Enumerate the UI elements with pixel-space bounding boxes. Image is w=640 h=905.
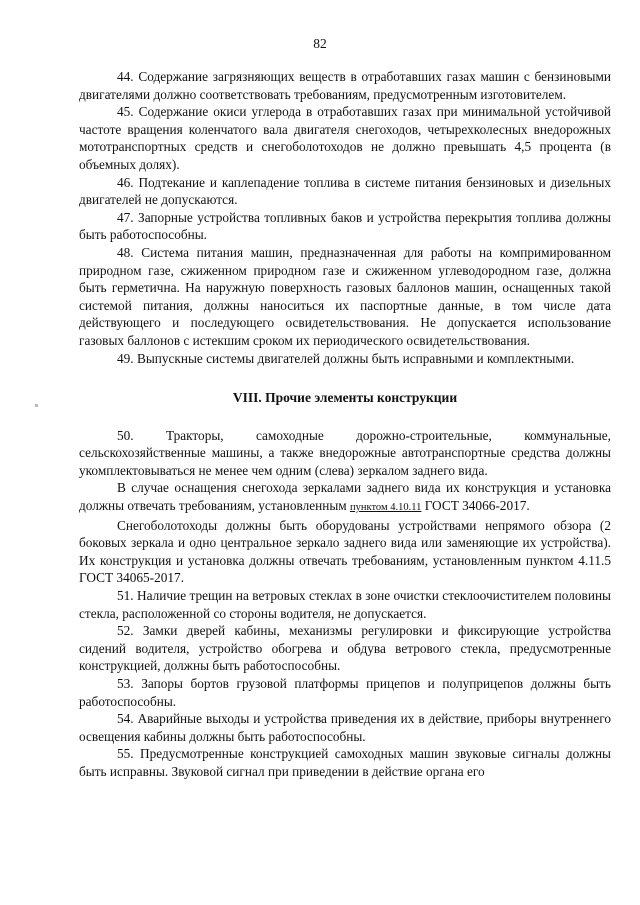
paragraph-50: 50. Тракторы, самоходные дорожно-строительные, коммунальные, сельскохозяйственные машины, а также внедорожные автотранспортные средства должны укомплектовываться не менее чем одним (слева) зеркалом заднего вида. <box>79 427 611 478</box>
paragraph-50-swamp-vehicles: Снегоболотоходы должны быть оборудованы устройствами непрямого обзора (2 боковых зеркала и одно центральное зеркало заднего вида или заменяющие их устройства). Их конструкция и установка должны отвечать требованиям, установленным пунктом 4.11.5 ГОСТ 34065-2017. <box>79 517 611 586</box>
page-number: 82 <box>313 36 327 51</box>
document-body <box>79 68 611 781</box>
gost-clause-link[interactable]: пунктом 4.10.11 <box>350 502 422 514</box>
paragraph-48: 48. Система питания машин, предназначенная для работы на компримированном природном газе, сжиженном природном газе и сжиженном углеводородном газе, должна быть герметична. На наружную поверхность газовых баллонов машин, оснащенных такой системой питания, должны наноситься их паспортные данные, в том числе дата действующего и последующего освидетельствования. Не допускается использование газовых баллонов с истекшим сроком их периодического освидетельствования. <box>79 244 611 348</box>
paragraph-49: 49. Выпускные системы двигателей должны быть исправными и комплектными. <box>117 350 575 366</box>
paragraph-52: 52. Замки дверей кабины, механизмы регулировки и фиксирующие устройства сидений водителя, устройство обогрева и обдува ветрового стекла, предусмотренные конструкцией, должны быть работоспособны. <box>79 623 611 674</box>
paragraph-50-snowmobile-mirrors <box>79 479 611 516</box>
paragraph-54: 54. Аварийные выходы и устройства приведения их в действие, приборы внутреннего освещения кабины должны быть работоспособны. <box>79 711 611 744</box>
paragraph-46: 46. Подтекание и каплепадение топлива в системе питания бензиновых и дизельных двигателей не допускаются. <box>79 174 611 208</box>
paragraph-44: 44. Содержание загрязняющих веществ в отработавших газах машин с бензиновыми двигателями должно соответствовать требованиям, предусмотренным изготовителем. <box>79 69 611 102</box>
paragraph-47: 47. Запорные устройства топливных баков и устройства перекрытия топлива должны быть работоспособны. <box>79 209 611 243</box>
paragraph-45: 45. Содержание окиси углерода в отработавших газах при минимальной устойчивой частоте вращения коленчатого вала двигателя снегоходов, четырехколесных внедорожных мототранспортных средств и снегоболотоходов не должно превышать 4,5 процента (в объемных долях). <box>79 104 611 172</box>
paragraph-53: 53. Запоры бортов грузовой платформы прицепов и полуприцепов должны быть работоспособны. <box>79 676 611 709</box>
section-heading: VIII. Прочие элементы конструкции <box>232 390 458 406</box>
paragraph-50b-text-start: В случае оснащения снегохода зеркалами заднего вида их конструкция и установка должны отвечать требованиям, установленным <box>79 480 611 514</box>
paragraph-55: 55. Предусмотренные конструкцией самоходных машин звуковые сигналы должны быть исправны. Звуковой сигнал при приведении в действие органа его <box>79 746 611 779</box>
paragraph-51: 51. Наличие трещин на ветровых стеклах в зоне очистки стеклоочистителем половины стекла, расположенной со стороны водителя, не допускается. <box>79 588 611 621</box>
scan-speck <box>35 404 38 407</box>
paragraph-50b-text-end: ГОСТ 34066-2017. <box>421 498 530 514</box>
